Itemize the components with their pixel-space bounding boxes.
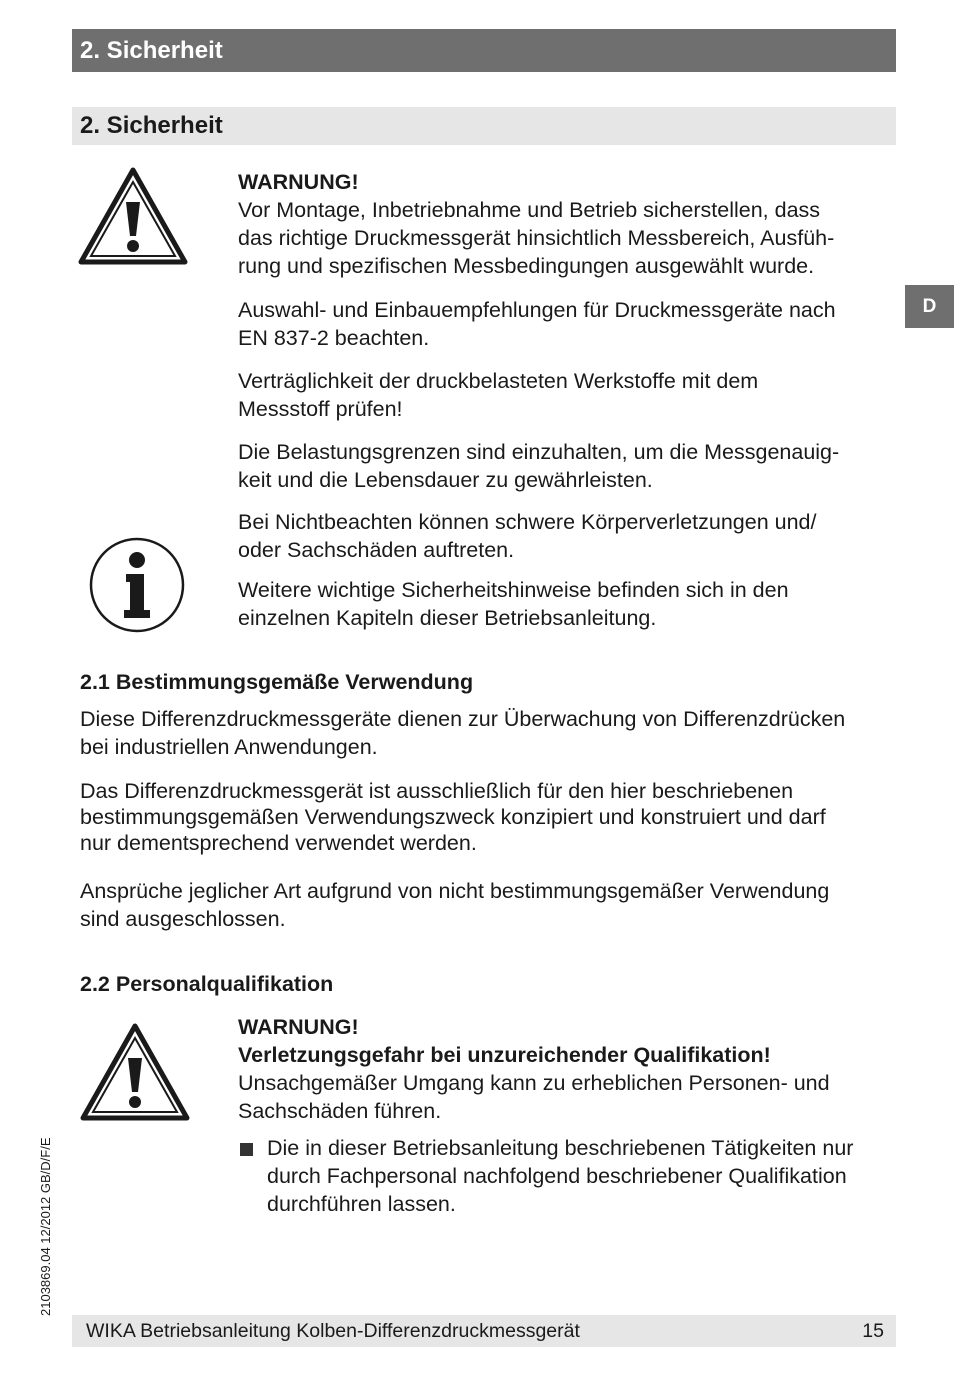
footer-title: WIKA Betriebsanleitung Kolben-Differenzdruckmessgerät (86, 1320, 580, 1342)
warning-p4-line: Die Belastungsgrenzen sind einzuhalten, um die Messgenauig- (238, 440, 840, 464)
language-tab (905, 285, 954, 328)
section-2-2-title: 2.2 Personalqualifikation (80, 972, 334, 996)
warning-p1-line: rung und spezifischen Messbedingungen ausgewählt wurde. (238, 254, 815, 278)
warning-p4 (238, 438, 888, 494)
section-2-1-title: 2.1 Bestimmungsgemäße Verwendung (80, 670, 474, 694)
section-2-1-p3-line: sind ausgeschlossen. (80, 907, 286, 931)
warning-triangle-icon (80, 1022, 190, 1122)
list-item (238, 1134, 888, 1224)
warning-p5-line: oder Sachschäden auftreten. (238, 538, 515, 562)
page-header (72, 29, 896, 72)
section-2-1-p2 (80, 778, 896, 856)
section-2-2-p1-line: Unsachgemäßer Umgang kann zu erheblichen Personen- und (238, 1071, 830, 1095)
section-2-1-p3 (80, 877, 896, 933)
page-footer (72, 1315, 896, 1347)
warning-p3-line: Verträglichkeit der druckbelasteten Werkstoffe mit dem (238, 369, 759, 393)
section-2-2-warning (238, 1013, 888, 1125)
page-header-title: 2. Sicherheit (80, 37, 223, 64)
section-2-2-p1-line: Sachschäden führen. (238, 1099, 442, 1123)
list-item-line: Die in dieser Betriebsanleitung beschriebenen Tätigkeiten nur (267, 1136, 854, 1160)
warning-heading: WARNUNG! (238, 170, 359, 194)
warning-text-block (238, 168, 888, 280)
square-bullet-icon (240, 1143, 253, 1156)
section-2-2-p1 (238, 1069, 888, 1125)
section-2-1-p1 (80, 705, 896, 761)
warning-p2-line: Auswahl- und Einbauempfehlungen für Druckmessgeräte nach (238, 298, 836, 322)
list-item-line: durchführen lassen. (267, 1192, 456, 1216)
section-2-1-p3-line: Ansprüche jeglicher Art aufgrund von nicht bestimmungsgemäßer Verwendung (80, 879, 830, 903)
warning-p2 (238, 296, 888, 352)
warning-triangle-icon (78, 166, 188, 266)
section-2-1-p1-line: bei industriellen Anwendungen. (80, 735, 378, 759)
info-line: einzelnen Kapiteln dieser Betriebsanleitung. (238, 606, 657, 630)
list-item-line: durch Fachpersonal nachfolgend beschriebener Qualifikation (267, 1164, 847, 1188)
section-2-1-p2-line: nur dementsprechend verwendet werden. (80, 831, 477, 855)
warning-p1 (238, 196, 888, 280)
section-2-2-warning-heading: WARNUNG! (238, 1015, 359, 1039)
info-line: Weitere wichtige Sicherheitshinweise befinden sich in den (238, 578, 789, 602)
section-2-1-p2-line: bestimmungsgemäßen Verwendungszweck konzipiert und konstruiert und darf (80, 805, 826, 829)
warning-p3-line: Messstoff prüfen! (238, 397, 403, 421)
section-2-2-warning-subheading: Verletzungsgefahr bei unzureichender Qualifikation! (238, 1043, 771, 1067)
info-text (238, 576, 888, 632)
section-title-bar (72, 107, 896, 145)
document-code: 2103869.04 12/2012 GB/D/F/E (38, 1137, 53, 1316)
warning-p5-line: Bei Nichtbeachten können schwere Körperverletzungen und/ (238, 510, 817, 534)
page-number: 15 (862, 1320, 884, 1342)
warning-p5 (238, 508, 888, 564)
language-tab-label: D (922, 296, 937, 317)
section-title: 2. Sicherheit (80, 112, 223, 139)
warning-p4-line: keit und die Lebensdauer zu gewährleisten. (238, 468, 653, 492)
warning-p1-line: das richtige Druckmessgerät hinsichtlich Messbereich, Ausfüh- (238, 226, 835, 250)
info-circle-icon (88, 536, 186, 634)
warning-p3 (238, 367, 888, 423)
section-2-1-p1-line: Diese Differenzdruckmessgeräte dienen zur Überwachung von Differenzdrücken (80, 707, 846, 731)
warning-p2-line: EN 837-2 beachten. (238, 326, 430, 350)
section-2-1-p2-line: Das Differenzdruckmessgerät ist ausschließlich für den hier beschriebenen (80, 779, 794, 803)
list-item-text (267, 1134, 892, 1218)
warning-p1-line: Vor Montage, Inbetriebnahme und Betrieb sicherstellen, dass (238, 198, 821, 222)
